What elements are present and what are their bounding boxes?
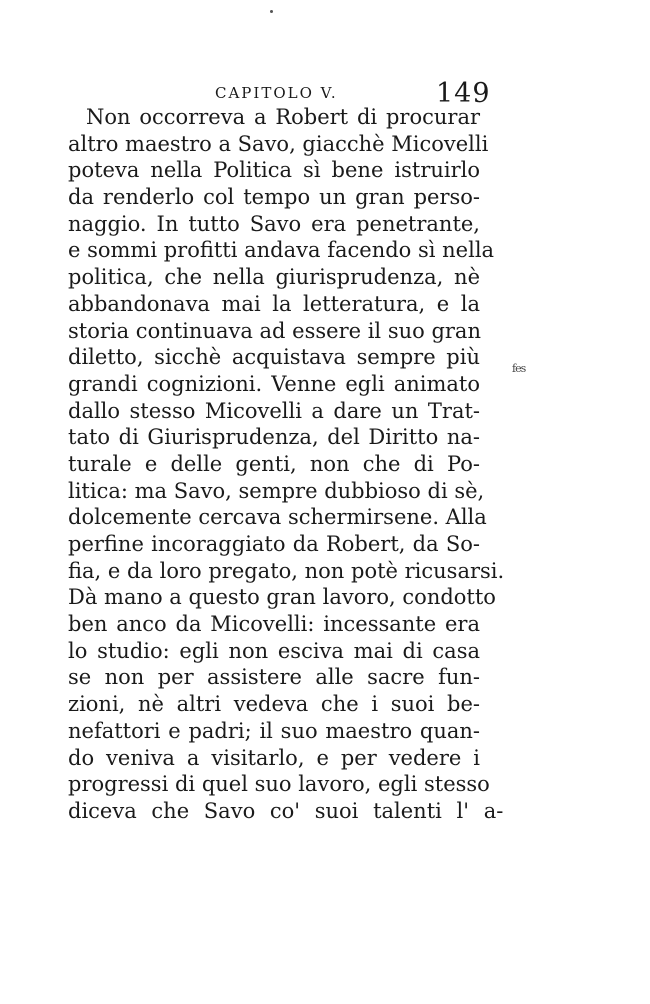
running-head: CAPITOLO V.	[215, 84, 338, 102]
text-line: do veniva a visitarlo, e per vedere i	[68, 745, 480, 770]
body-text	[68, 104, 505, 825]
text-line: naggio. In tutto Savo era penetrante,	[68, 211, 480, 236]
text-line: diletto, sicchè acquistava sempre più	[68, 345, 480, 370]
text-line: da renderlo col tempo un gran perso-	[68, 185, 480, 210]
text-line: tato di Giurisprudenza, del Diritto na-	[68, 425, 480, 450]
text-line: perfine incoraggiato da Robert, da So-	[68, 532, 480, 556]
text-line: abbandonava mai la letteratura, e la	[68, 291, 480, 316]
text-line: fia, e da loro pregato, non potè ricusarsi.	[68, 558, 505, 583]
text-line: poteva nella Politica sì bene istruirlo	[68, 158, 480, 183]
text-line: e sommi profitti andava facendo sì nella	[68, 238, 495, 263]
text-line: grandi cognizioni. Venne egli animato	[68, 371, 480, 396]
text-line: diceva che Savo co' suoi talenti l' a-	[68, 798, 504, 823]
page-number: 149	[436, 78, 491, 109]
text-line: storia continuava ad essere il suo gran	[68, 318, 481, 343]
margin-mark: fes	[512, 362, 526, 375]
text-line: nefattori e padri; il suo maestro quan-	[68, 718, 480, 743]
text-line: dolcemente cercava schermirsene. Alla	[68, 505, 487, 530]
ink-speck	[270, 10, 273, 13]
text-line: lo studio: egli non esciva mai di casa	[68, 638, 480, 663]
text-line: altro maestro a Savo, giacchè Micovelli	[68, 131, 489, 156]
text-line: se non per assistere alle sacre fun-	[68, 665, 480, 690]
text-line: Non occorreva a Robert di procurar	[86, 105, 480, 129]
text-line: zioni, nè altri vedeva che i suoi be-	[68, 692, 480, 717]
text-line: politica, che nella giurisprudenza, nè	[68, 265, 480, 290]
text-line: litica: ma Savo, sempre dubbioso di sè,	[68, 478, 485, 503]
text-line: dallo stesso Micovelli a dare un Trat-	[68, 398, 480, 423]
text-line: Dà mano a questo gran lavoro, condotto	[68, 585, 496, 610]
text-line: turale e delle genti, non che di Po-	[68, 451, 480, 476]
text-line: progressi di quel suo lavoro, egli stesso	[68, 772, 490, 797]
text-line: ben anco da Micovelli: incessante era	[68, 612, 480, 637]
